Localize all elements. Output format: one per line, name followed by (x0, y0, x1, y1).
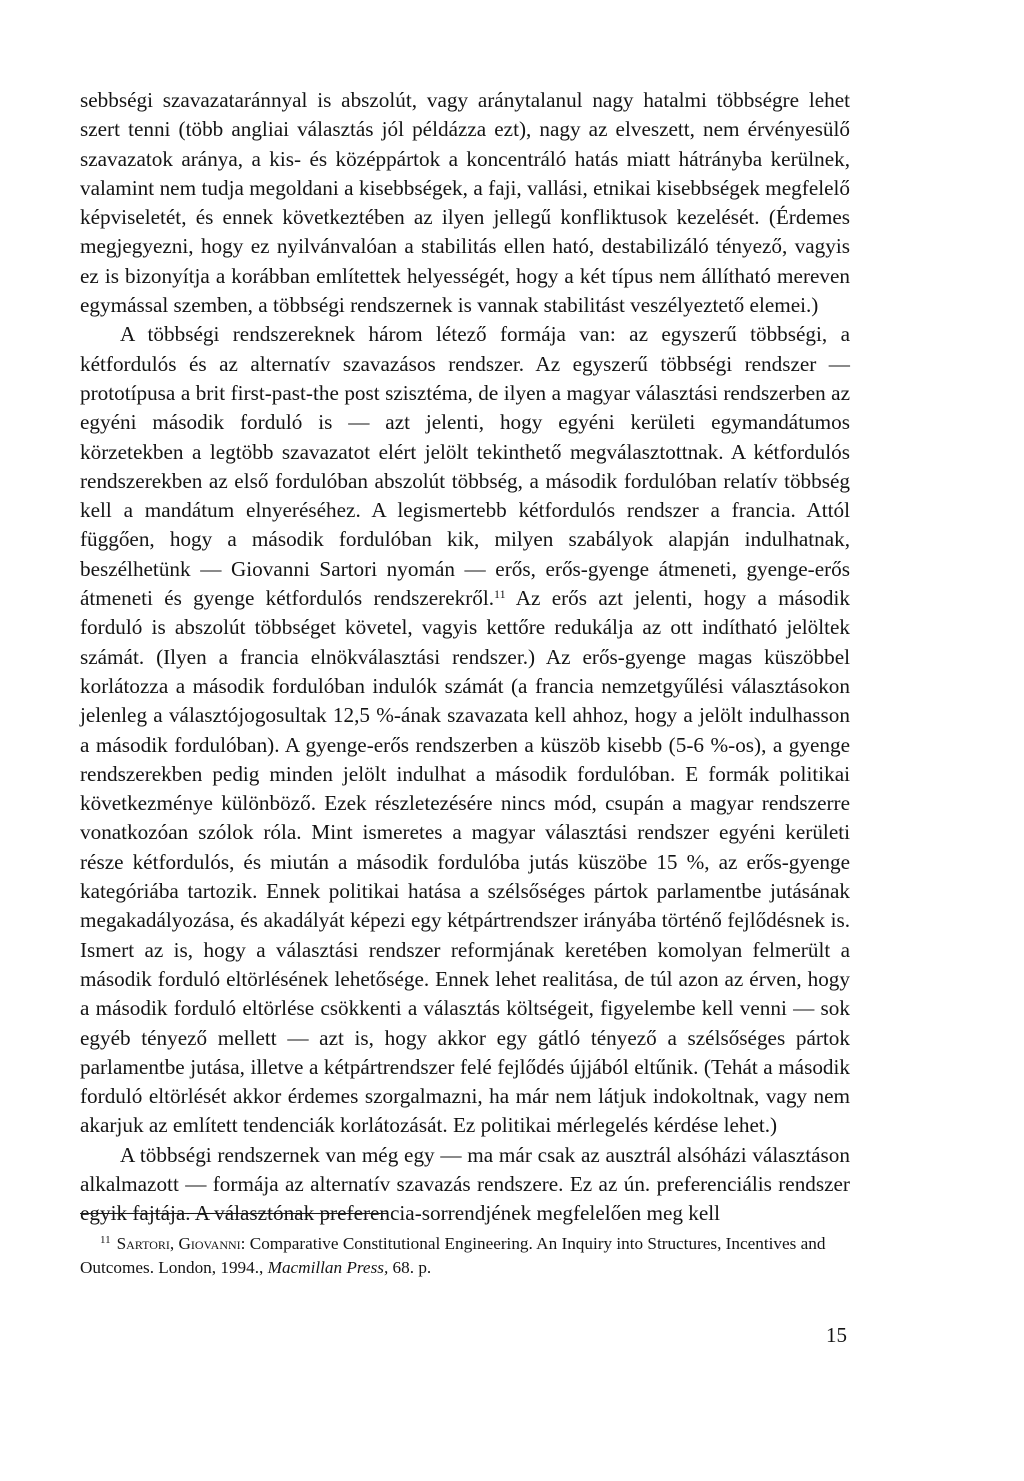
paragraph-text: A többségi rendszereknek három létező formája van: az egyszerű többségi, a kétfordulós és az alternatív szavazásos rendszer. Az egyszerű többségi rendszer — prototípusa a brit first-past-the post szisztéma, de ilyen a magyar választási rendszerben az egyéni második forduló is — azt jelenti, hogy egyéni kerületi egymandátumos körzetekben a legtöbb szavazatot elért jelölt tekinthető megválasztottnak. A kétfordulós rendszerekben az első fordulóban abszolút többség, a második fordulóban relatív többség kell a mandátum elnyeréséhez. A legismertebb kétfordulós rendszer a francia. Attól függően, hogy a második fordulóban kik, milyen szabályok alapján indulhatnak, beszélhetünk — Giovanni Sartori nyomán — erős, erős-gyenge átmeneti, gyenge-erős átmeneti és gyenge kétfordulós rendszerekről. (80, 322, 850, 611)
paragraph (80, 1141, 850, 1229)
paragraph (80, 320, 850, 1140)
footnote-pages: 68. p. (388, 1258, 432, 1277)
footnote-number: 11 (100, 1234, 111, 1246)
paragraph (80, 86, 850, 320)
footnote-publisher: Macmillan Press, (267, 1258, 389, 1277)
page-body (80, 86, 850, 1229)
paragraph-text: A többségi rendszernek van még egy — ma már csak az ausztrál alsóházi választáson alkalmazott — formája az alternatív szavazás rendszere. Ez az ún. preferenciális rendszer egyik fajtája. A választónak preferencia-sorrendjének megfelelően meg kell (80, 1142, 850, 1226)
body-text (80, 86, 850, 1229)
paragraph-text: sebbségi szavazataránnyal is abszolút, vagy aránytalanul nagy hatalmi többségre lehet szert tenni (több angliai választás jól példázza ezt), nagy az elveszett, nem érvényesülő szavazatok aránya, a kis- és középpártok a koncentráló hatás miatt hátrányba kerülnek, valamint nem tudja megoldani a kisebbségek, a faji, vallási, etnikai kisebbségek megfelelő képviseletét, és ennek következtében az ilyen jellegű konfliktusok kezelését. (Érdemes megjegyezni, hogy ez nyilvánvalóan a stabilitás ellen ható, destabilizáló tényező, vagyis ez is bizonyítja a korábban említettek helyességét, hogy a két típus nem állítható mereven egymással szemben, a többségi rendszernek is vannak stabilitást veszélyeztető elemei.) (80, 88, 850, 318)
footnote (80, 1233, 850, 1279)
footnote-author: Sartori, Giovanni: (116, 1234, 246, 1253)
page-number: 15 (826, 1323, 847, 1347)
footnote-divider (80, 1213, 388, 1214)
footnote-reference: 11 (494, 586, 506, 601)
footnote-text: Comparative Constitutional Engineering. An Inquiry into Structures, Incentives and Outcomes. London, 1994., (80, 1234, 826, 1277)
paragraph-text: Az erős azt jelenti, hogy a második forduló is abszolút többséget követel, vagyis kettőre redukálja az ott indítható jelöltek számát. (Ilyen a francia elnökválasztási rendszer.) Az erős-gyenge magas küszöbbel korlátozza a második fordulóban indulók számát (a francia nemzetgyűlési választásokon jelenleg a választójogosultak 12,5 %-ának szavazata kell ahhoz, hogy a jelölt indulhasson a második fordulóban). A gyenge-erős rendszerben a küszöb kisebb (5-6 %-os), a gyenge rendszerekben pedig minden jelölt indulhat a második fordulóban. E formák politikai következménye különböző. Ezek részletezésére nincs mód, csupán a magyar rendszerre vonatkozóan szólok róla. Mint ismeretes a magyar választási rendszer egyéni kerületi része kétfordulós, és miután a második fordulóba jutás küszöbe 15 %, az erős-gyenge kategóriába tartozik. Ennek politikai hatása a szélsőséges pártok parlamentbe jutásának megakadályozása, és akadályát képezi egy kétpártrendszer irányába történő fejlődésnek is. Ismert az is, hogy a választási rendszer reformjának keretében komolyan felmerült a második forduló eltörlésének lehetősége. Ennek lehet realitása, de túl azon az érven, hogy a második forduló eltörlése csökkenti a választás költségeit, figyelembe kell venni — sok egyéb tényező mellett — azt is, hogy akkor egy gátló tényező a szélsőséges pártok parlamentbe jutása, illetve a kétpártrendszer felé fejlődés újjából eltűnik. (Tehát a második forduló eltörlését akkor érdemes szorgalmazni, ha már nem látjuk indokoltnak, vagy nem akarjuk az említett tendenciák korlátozását. Ez politikai mérlegelés kérdése lehet.) (80, 586, 850, 1138)
